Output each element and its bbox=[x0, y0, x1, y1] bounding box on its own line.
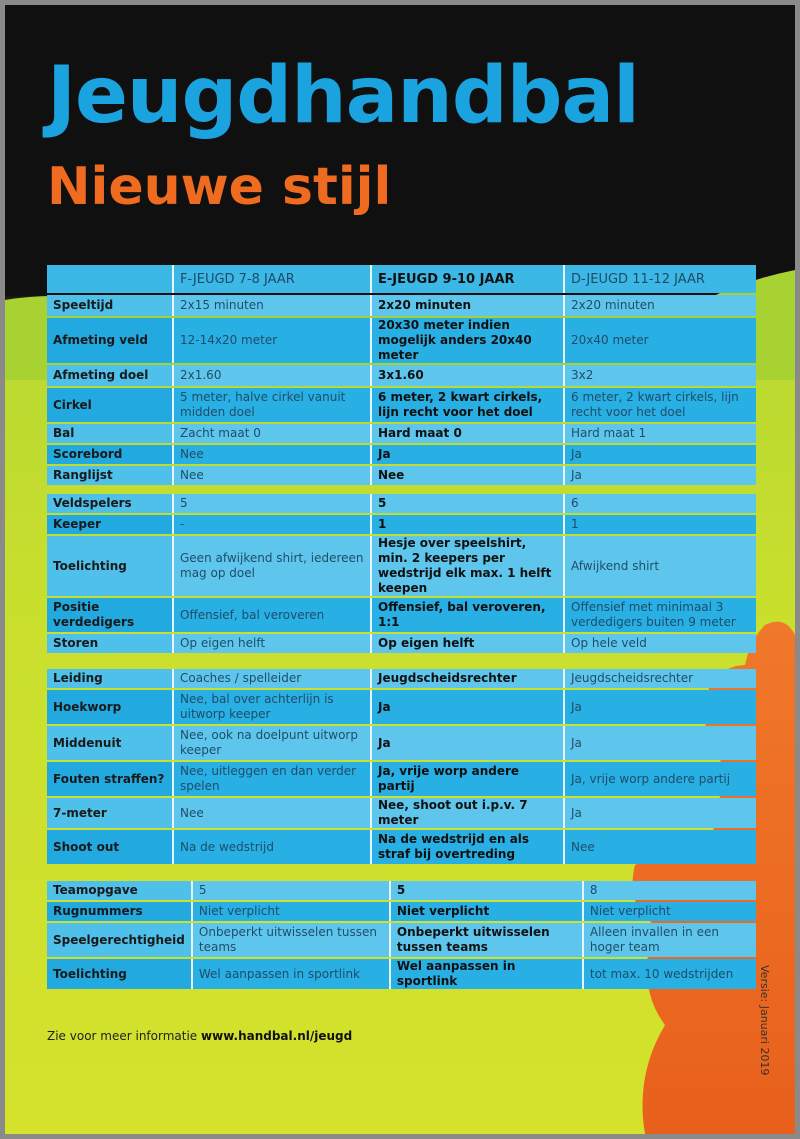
cell-f: Geen afwijkend shirt, iedereen mag op doel bbox=[174, 536, 372, 596]
row-label: Afmeting doel bbox=[47, 365, 174, 386]
cell-e: Nee bbox=[372, 466, 565, 485]
row-label: Veldspelers bbox=[47, 494, 174, 513]
table-row bbox=[47, 536, 756, 596]
version-label: Versie: Januari 2019 bbox=[758, 965, 771, 1076]
cell-d: 20x40 meter bbox=[565, 318, 756, 363]
cell-f: 12-14x20 meter bbox=[174, 318, 372, 363]
cell-f: Nee bbox=[174, 445, 372, 464]
footer-text: Zie voor meer informatie bbox=[47, 1029, 198, 1043]
table-row bbox=[47, 365, 756, 386]
header-d-jeugd: D-JEUGD 11-12 JAAR bbox=[565, 265, 756, 293]
cell-f: Zacht maat 0 bbox=[174, 424, 372, 443]
cell-d: Op hele veld bbox=[565, 634, 756, 653]
cell-d: Nee bbox=[565, 830, 756, 864]
table-row bbox=[47, 515, 756, 534]
page-title: Jeugdhandbal bbox=[47, 51, 639, 141]
row-label: Keeper bbox=[47, 515, 174, 534]
cell-e: Nee, shoot out i.p.v. 7 meter bbox=[372, 798, 565, 828]
cell-e: Hesje over speelshirt, min. 2 keepers per wedstrijd elk max. 1 helft keepen bbox=[372, 536, 565, 596]
cell-d: Afwijkend shirt bbox=[565, 536, 756, 596]
row-label: Leiding bbox=[47, 669, 174, 688]
table-row bbox=[47, 762, 756, 796]
cell-e: Hard maat 0 bbox=[372, 424, 565, 443]
page-subtitle: Nieuwe stijl bbox=[47, 157, 392, 217]
cell-f: Nee, bal over achterlijn is uitworp keeper bbox=[174, 690, 372, 724]
table-row bbox=[47, 445, 756, 464]
cell-e: Na de wedstrijd en als straf bij overtreding bbox=[372, 830, 565, 864]
table-row bbox=[47, 494, 756, 513]
cell-e: Ja bbox=[372, 690, 565, 724]
row-label: Scorebord bbox=[47, 445, 174, 464]
header-e-jeugd: E-JEUGD 9-10 JAAR bbox=[372, 265, 565, 293]
cell-f: - bbox=[174, 515, 372, 534]
row-label: Speelgerechtigheid bbox=[47, 923, 193, 957]
cell-f: Op eigen helft bbox=[174, 634, 372, 653]
cell-d: 3x2 bbox=[565, 365, 756, 386]
cell-d: Ja bbox=[565, 690, 756, 724]
cell-d: Ja bbox=[565, 726, 756, 760]
cell-d: Ja bbox=[565, 445, 756, 464]
cell-e: 1 bbox=[372, 515, 565, 534]
cell-f: Nee bbox=[174, 798, 372, 828]
cell-e: 5 bbox=[391, 881, 584, 900]
cell-d: Ja, vrije worp andere partij bbox=[565, 762, 756, 796]
header-blank bbox=[47, 265, 174, 293]
cell-d: 2x20 minuten bbox=[565, 295, 756, 316]
row-label: Fouten straffen? bbox=[47, 762, 174, 796]
table-row bbox=[47, 318, 756, 363]
row-label: Afmeting veld bbox=[47, 318, 174, 363]
cell-d: 8 bbox=[584, 881, 756, 900]
cell-e: 20x30 meter indien mogelijk anders 20x40 meter bbox=[372, 318, 565, 363]
cell-f: 2x1.60 bbox=[174, 365, 372, 386]
table-header-row bbox=[47, 265, 756, 293]
row-label: Middenuit bbox=[47, 726, 174, 760]
cell-d: 6 meter, 2 kwart cirkels, lijn recht voor het doel bbox=[565, 388, 756, 422]
row-label: Teamopgave bbox=[47, 881, 193, 900]
version-label-wrapper bbox=[757, 965, 773, 1095]
row-label: Speeltijd bbox=[47, 295, 174, 316]
cell-d: Offensief met minimaal 3 verdedigers buiten 9 meter bbox=[565, 598, 756, 632]
table-row bbox=[47, 466, 756, 485]
cell-f: Na de wedstrijd bbox=[174, 830, 372, 864]
table-row bbox=[47, 690, 756, 724]
cell-d: Jeugdscheidsrechter bbox=[565, 669, 756, 688]
table-row bbox=[47, 424, 756, 443]
cell-f: Nee, uitleggen en dan verder spelen bbox=[174, 762, 372, 796]
row-label: Toelichting bbox=[47, 536, 174, 596]
table-group-3 bbox=[47, 667, 756, 866]
table-row bbox=[47, 598, 756, 632]
table-group-1 bbox=[47, 263, 756, 487]
cell-d: Hard maat 1 bbox=[565, 424, 756, 443]
table-row bbox=[47, 959, 756, 989]
cell-d: Niet verplicht bbox=[584, 902, 756, 921]
cell-d: 1 bbox=[565, 515, 756, 534]
footer-link[interactable]: www.handbal.nl/jeugd bbox=[201, 1029, 353, 1043]
footer-note bbox=[47, 1029, 352, 1043]
cell-f: Niet verplicht bbox=[193, 902, 391, 921]
cell-e: Niet verplicht bbox=[391, 902, 584, 921]
cell-f: Coaches / spelleider bbox=[174, 669, 372, 688]
cell-f: 2x15 minuten bbox=[174, 295, 372, 316]
cell-e: 6 meter, 2 kwart cirkels, lijn recht voor het doel bbox=[372, 388, 565, 422]
cell-f: Offensief, bal veroveren bbox=[174, 598, 372, 632]
row-label: 7-meter bbox=[47, 798, 174, 828]
table-row bbox=[47, 830, 756, 864]
cell-d: Alleen invallen in een hoger team bbox=[584, 923, 756, 957]
cell-e: Offensief, bal veroveren, 1:1 bbox=[372, 598, 565, 632]
table-row bbox=[47, 669, 756, 688]
row-label: Bal bbox=[47, 424, 174, 443]
table-row bbox=[47, 923, 756, 957]
row-label: Toelichting bbox=[47, 959, 193, 989]
cell-e: Ja bbox=[372, 445, 565, 464]
table-group-2 bbox=[47, 492, 756, 655]
table-row bbox=[47, 798, 756, 828]
table-row bbox=[47, 881, 756, 900]
row-label: Ranglijst bbox=[47, 466, 174, 485]
cell-f: 5 meter, halve cirkel vanuit midden doel bbox=[174, 388, 372, 422]
cell-e: 2x20 minuten bbox=[372, 295, 565, 316]
cell-d: Ja bbox=[565, 466, 756, 485]
row-label: Storen bbox=[47, 634, 174, 653]
cell-e: Wel aanpassen in sportlink bbox=[391, 959, 584, 989]
cell-f: Wel aanpassen in sportlink bbox=[193, 959, 391, 989]
cell-f: Nee, ook na doelpunt uitworp keeper bbox=[174, 726, 372, 760]
row-label: Positie verdedigers bbox=[47, 598, 174, 632]
row-label: Shoot out bbox=[47, 830, 174, 864]
row-label: Hoekworp bbox=[47, 690, 174, 724]
cell-e: 3x1.60 bbox=[372, 365, 565, 386]
cell-e: Op eigen helft bbox=[372, 634, 565, 653]
table-row bbox=[47, 388, 756, 422]
poster bbox=[5, 5, 795, 1134]
table-row bbox=[47, 902, 756, 921]
row-label: Rugnummers bbox=[47, 902, 193, 921]
cell-e: Onbeperkt uitwisselen tussen teams bbox=[391, 923, 584, 957]
cell-d: 6 bbox=[565, 494, 756, 513]
table-group-4 bbox=[47, 879, 756, 991]
table-row bbox=[47, 295, 756, 316]
cell-d: tot max. 10 wedstrijden bbox=[584, 959, 756, 989]
row-label: Cirkel bbox=[47, 388, 174, 422]
table-row bbox=[47, 634, 756, 653]
cell-f: 5 bbox=[193, 881, 391, 900]
cell-f: 5 bbox=[174, 494, 372, 513]
cell-e: Jeugdscheidsrechter bbox=[372, 669, 565, 688]
table-row bbox=[47, 726, 756, 760]
cell-e: 5 bbox=[372, 494, 565, 513]
cell-e: Ja, vrije worp andere partij bbox=[372, 762, 565, 796]
cell-f: Nee bbox=[174, 466, 372, 485]
cell-e: Ja bbox=[372, 726, 565, 760]
header-f-jeugd: F-JEUGD 7-8 JAAR bbox=[174, 265, 372, 293]
cell-d: Ja bbox=[565, 798, 756, 828]
cell-f: Onbeperkt uitwisselen tussen teams bbox=[193, 923, 391, 957]
